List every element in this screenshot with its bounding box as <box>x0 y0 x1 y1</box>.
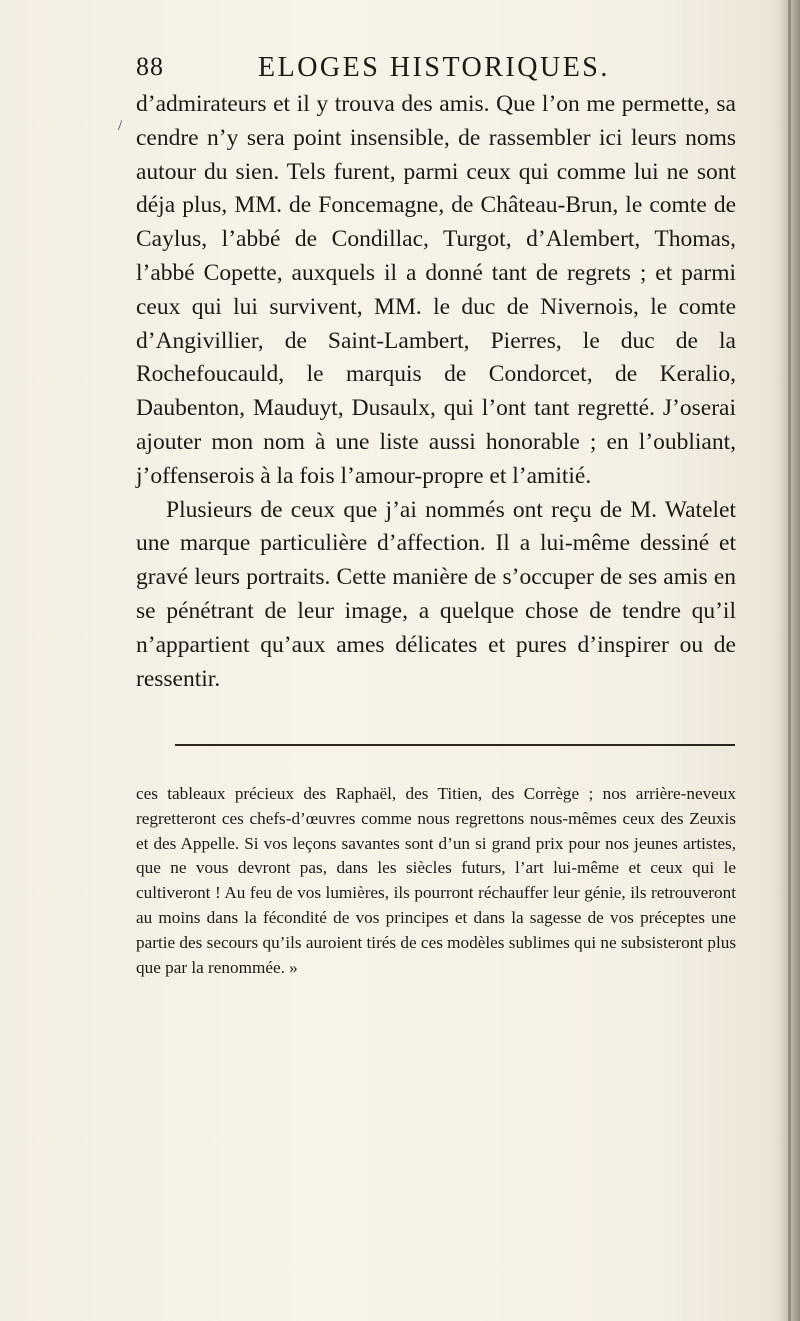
page-header <box>136 52 676 86</box>
running-head: ELOGES HISTORIQUES. <box>258 52 610 83</box>
paragraph: Plusieurs de ceux que j’ai nommés ont reçu de M. Watelet une marque particulière d’affection. Il a lui-même dessiné et gravé leurs portraits. Cette manière de s’occuper de ses amis en se pénétrant de leur image, a quelque chose de tendre qu’il n’appartient qu’aux ames délicates et pures d’inspirer ou de ressentir. <box>136 496 736 692</box>
footnote-separator <box>175 744 735 746</box>
page-fold-line <box>788 0 791 1321</box>
margin-mark: / <box>118 118 123 134</box>
footnote <box>136 782 736 980</box>
footnote-paragraph: ces tableaux précieux des Raphaël, des Titien, des Corrège ; nos arrière-neveux regretteront ces chefs-d’œuvres comme nous regrettons nous-mêmes ceux des Zeuxis et des Appelle. Si vos leçons savantes sont d’un si grand prix pour nos jeunes artistes, que ne vous devront pas, dans les siècles futurs, l’art lui-même et ceux qui le cultiveront ! Au feu de vos lumières, ils pourront réchauffer leur génie, ils retrouveront au moins dans la fécondité de vos principes et dans la sagesse de vos préceptes une partie des secours qu’ils auroient tirés de ces modèles sublimes qui ne subsisteront plus que par la renommée. » <box>136 784 737 977</box>
paragraph: d’admirateurs et il y trouva des amis. Que l’on me permette, sa cendre n’y sera point insensible, de rassembler ici leurs noms autour du sien. Tels furent, parmi ceux qui comme lui ne sont déja plus, MM. de Foncemagne, de Château-Brun, le comte de Caylus, l’abbé de Condillac, Turgot, d’Alembert, Thomas, l’abbé Copette, auxquels il a donné tant de regrets ; et parmi ceux qui lui survivent, MM. le duc de Nivernois, le comte d’Angivillier, de Saint-Lambert, Pierres, le duc de la Rochefoucauld, le marquis de Condorcet, de Keralio, Daubenton, Mauduyt, Dusaulx, qui l’ont tant regretté. J’oserai ajouter mon nom à une liste aussi honorable ; en l’oubliant, j’offenserois à la fois l’amour-propre et l’amitié. <box>136 91 736 489</box>
main-text <box>136 88 736 696</box>
page-number: 88 <box>136 52 164 81</box>
